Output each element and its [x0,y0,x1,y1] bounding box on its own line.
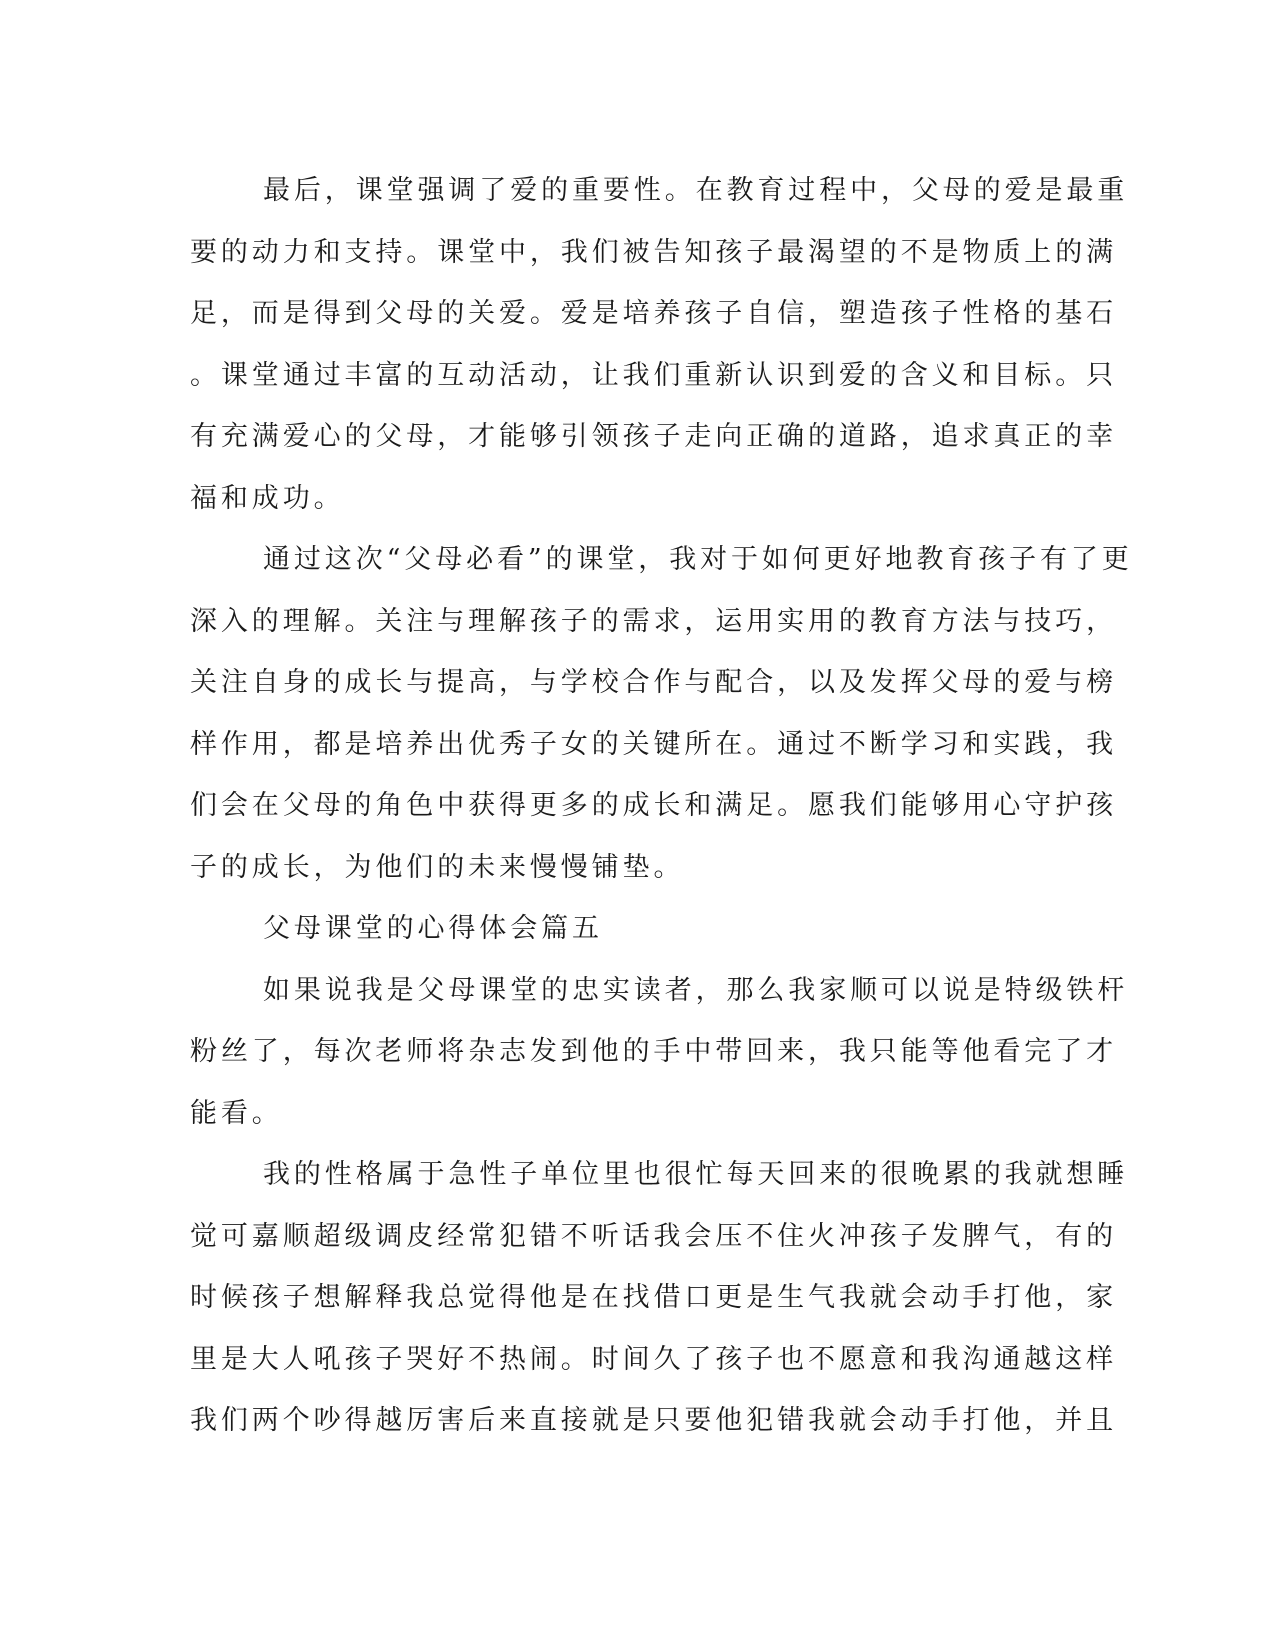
text-line: 觉可嘉顺超级调皮经常犯错不听话我会压不住火冲孩子发脾气，有的 [190,1220,1117,1252]
text-line: 样作用，都是培养出优秀子女的关键所在。通过不断学习和实践，我 [190,728,1117,760]
text-line: 要的动力和支持。课堂中，我们被告知孩子最渴望的不是物质上的满 [190,236,1117,268]
text-line: 如果说我是父母课堂的忠实读者，那么我家顺可以说是特级铁杆 [263,974,1129,1006]
text-line: 福和成功。 [190,482,345,514]
section-heading: 父母课堂的心得体会篇五 [263,913,603,944]
text-line: 深入的理解。关注与理解孩子的需求，运用实用的教育方法与技巧， [190,605,1117,637]
text-line: 粉丝了，每次老师将杂志发到他的手中带回来，我只能等他看完了才 [190,1036,1117,1067]
document-body [190,160,1133,1452]
text-line: 我们两个吵得越厉害后来直接就是只要他犯错我就会动手打他，并且 [190,1405,1117,1436]
text-line: 里是大人吼孩子哭好不热闹。时间久了孩子也不愿意和我沟通越这样 [190,1343,1117,1375]
text-line: 足，而是得到父母的关爱。爱是培养孩子自信，塑造孩子性格的基石 [190,298,1117,329]
text-line: 关注自身的成长与提高，与学校合作与配合，以及发挥父母的爱与榜 [190,667,1117,698]
text-line: 有充满爱心的父母，才能够引领孩子走向正确的道路，追求真正的幸 [190,421,1117,452]
text-line: 能看。 [190,1097,283,1129]
text-line: 。课堂通过丰富的互动活动，让我们重新认识到爱的含义和目标。只 [190,359,1117,391]
text-line: 通过这次“父母必看”的课堂，我对于如何更好地教育孩子有了更 [263,544,1133,575]
text-line: 我的性格属于急性子单位里也很忙每天回来的很晚累的我就想睡 [263,1159,1129,1190]
text-line: 子的成长，为他们的未来慢慢铺垫。 [190,851,685,883]
text-line: 最后，课堂强调了爱的重要性。在教育过程中，父母的爱是最重 [263,175,1129,206]
text-line: 时候孩子想解释我总觉得他是在找借口更是生气我就会动手打他，家 [190,1282,1117,1313]
text-line: 们会在父母的角色中获得更多的成长和满足。愿我们能够用心守护孩 [190,790,1117,821]
